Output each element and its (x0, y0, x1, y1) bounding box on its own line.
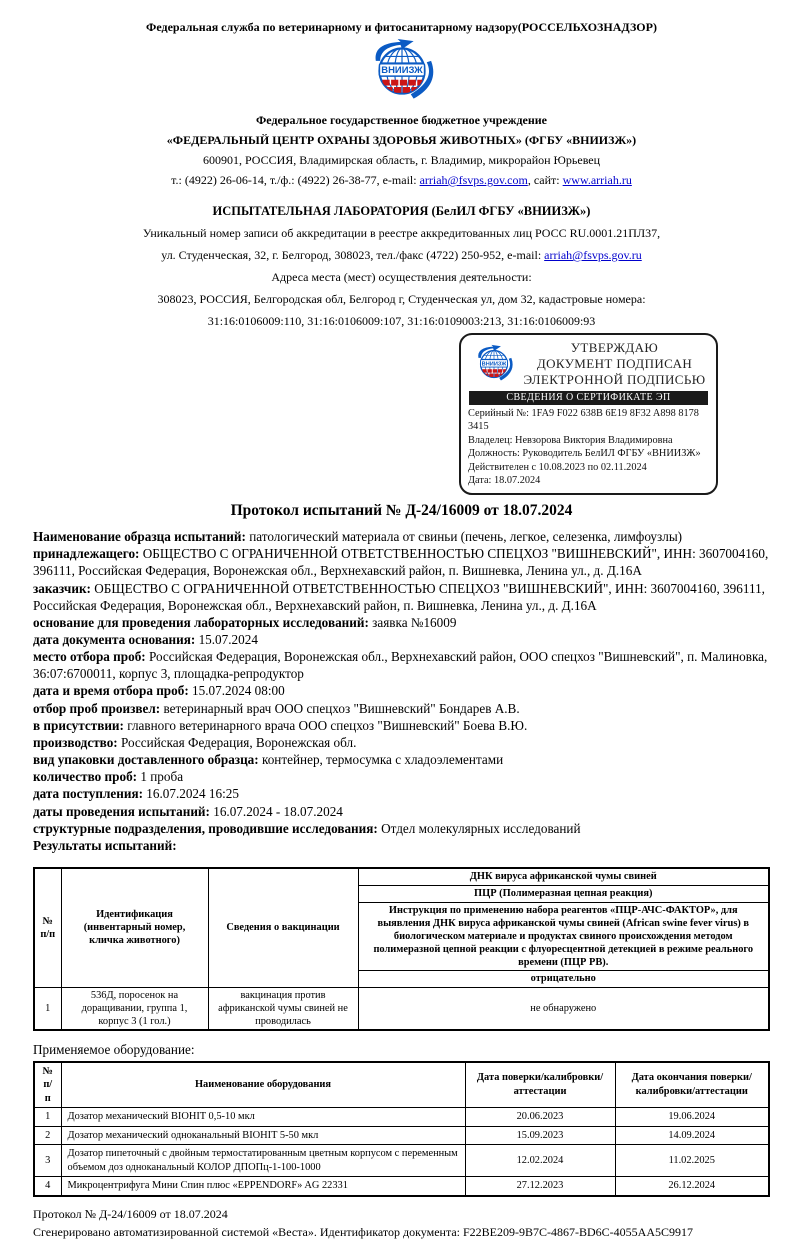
equipment-header-name: Наименование оборудования (61, 1062, 465, 1108)
results-header-vaccination: Сведения о вакцинации (208, 868, 358, 987)
results-header-num: № п/п (34, 868, 61, 987)
email-link-belgorod[interactable]: arriah@fsvps.gov.ru (544, 248, 642, 262)
field-in-presence: в присутствии: главного ветеринарного врача ООО спецхоз "Вишневский" Боева В.Ю. (33, 717, 528, 733)
field-sampling-datetime: дата и время отбора проб: 15.07.2024 08:00 (33, 683, 285, 699)
results-method: ПЦР (Полимеразная цепная реакция) (358, 885, 769, 902)
stamp-top (468, 340, 709, 388)
contacts-mid: , сайт: (527, 173, 563, 187)
lab-address-prefix: ул. Студенческая, 32, г. Белгород, 308023, тел./факс (4722) 250-952, e-mail: (161, 248, 545, 262)
esignature-stamp (459, 333, 718, 495)
equipment-header-row (34, 1062, 769, 1108)
results-table (33, 867, 770, 1031)
equipment-row: 1 Дозатор механический BIOHIT 0,5-10 мкл 20.06.2023 19.06.2024 (34, 1108, 769, 1127)
agency-name: Федеральная служба по ветеринарному и фитосанитарному надзору(РОССЕЛЬХОЗНАДЗОР) (146, 20, 657, 34)
stamp-approve: УТВЕРЖДАЮ (570, 340, 659, 355)
stamp-signed-line1: ДОКУМЕНТ ПОДПИСАН (536, 355, 693, 371)
results-row-identification: 536Д, поросенок на доращивании, группа 1, корпус 3 (1 гол.) (61, 987, 208, 1030)
stamp-logo-label: ВНИИЗЖ (481, 361, 507, 368)
equipment-header-cal-end-date: Дата окончания поверки/калибровки/аттестации (615, 1062, 769, 1108)
vniizh-logo-icon (356, 39, 448, 108)
equipment-table (33, 1061, 770, 1197)
activity-heading: Адреса места (мест) осуществления деятельности: (271, 270, 532, 284)
field-production: производство: Российская Федерация, Воронежская обл. (33, 734, 357, 750)
field-sampling-place: место отбора проб: Российская Федерация, Воронежская обл., Верхнехавский район, ООО спецхоз "Вишневский", п. Малиновка, 36:07:6700011, корпус 3, площадка-репродуктор (33, 649, 768, 682)
field-packaging: вид упаковки доставленного образца: контейнер, термосумка с хладоэлементами (33, 752, 504, 768)
results-row-result: не обнаружено (358, 987, 769, 1030)
document-footer (33, 1205, 770, 1242)
results-row-vaccination: вакцинация против африканской чумы свиней не проводилась (208, 987, 358, 1030)
field-results-heading: Результаты испытаний: (33, 837, 177, 853)
cadastral-numbers: 31:16:0106009:110, 31:16:0106009:107, 31:16:0109003:213, 31:16:0106009:93 (207, 314, 596, 328)
results-method-doc: Инструкция по применению набора реагентов «ПЦР-АЧС-ФАКТОР», для выявления ДНК вируса африканской чумы свиней (African swine fever virus) в биологическом материале и продуктах свиного происхождения методом полимеразной цепной реакции с флуоресцентной детекцией в режиме реального времени (ПЦР РВ). (358, 902, 769, 970)
results-test-name: ДНК вируса африканской чумы свиней (358, 868, 769, 885)
field-receipt-date: дата поступления: 16.07.2024 16:25 (33, 786, 239, 802)
accreditation-number: Уникальный номер записи об аккредитации в реестре аккредитованных лиц РОСС RU.0001.21ПЛ37, (142, 226, 661, 240)
footer-generated-by: Сгенерировано автоматизированной системой «Веста». Идентификатор документа: F22BE209-9B7C-4867-BD6C-4055AA5C9917 (33, 1225, 693, 1240)
stamp-vniizh-logo-icon (468, 344, 520, 384)
equipment-row: 3 Дозатор пипеточный с двойным термостатированным цветным корпусом с переменным объемом доз одноканальный КОЛОР ДПОПц-1-100-1000 12.02.2024 11.02.2025 (34, 1145, 769, 1177)
org-contacts (33, 173, 770, 188)
field-owner: принадлежащего: ОБЩЕСТВО С ОГРАНИЧЕННОЙ ОТВЕТСТВЕННОСТЬЮ СПЕЦХОЗ "ВИШНЕВСКИЙ", ИНН: 3607004160, 396111, Российская Федерация, Воронежская обл., Верхнехавский район, п. Вишневка, Ленина ул., д. Д.16А (33, 546, 769, 579)
activity-address: 308023, РОССИЯ, Белгородская обл, Белгород г, Студенческая ул, дом 32, кадастровые номера: (157, 292, 646, 306)
results-row-num: 1 (34, 987, 61, 1030)
protocol-fields (33, 528, 770, 854)
equipment-row: 2 Дозатор механический одноканальный BIOHIT 5-50 мкл 15.09.2023 14.09.2024 (34, 1126, 769, 1145)
stamp-date: Дата: 18.07.2024 (468, 475, 541, 487)
equipment-header-cal-date: Дата поверки/калибровки/аттестации (465, 1062, 615, 1108)
stamp-certificate-bar: СВЕДЕНИЯ О СЕРТИФИКАТЕ ЭП (469, 391, 708, 405)
stamp-certificate-info (468, 407, 709, 488)
results-row (34, 987, 769, 1030)
field-customer: заказчик: ОБЩЕСТВО С ОГРАНИЧЕННОЙ ОТВЕТСТВЕННОСТЬЮ СПЕЦХОЗ "ВИШНЕВСКИЙ", ИНН: 3607004160, 396111, Российская Федерация, Воронежская обл., Верхнехавский район, п. Вишневка, Ленина ул., д. Д.16А (33, 580, 765, 613)
email-link-vladimir[interactable]: arriah@fsvps.gov.com (419, 173, 528, 187)
logo-label: ВНИИЗЖ (380, 65, 423, 77)
field-test-dates: даты проведения испытаний: 16.07.2024 - 18.07.2024 (33, 803, 343, 819)
field-sample-count: количество проб: 1 проба (33, 769, 184, 785)
org-type: Федеральное государственное бюджетное учреждение (255, 113, 548, 127)
document-header (33, 20, 770, 329)
field-sample-name: Наименование образца испытаний: патологический материала от свиньи (печень, легкое, селезенка, лимфоузлы) (33, 529, 683, 545)
stamp-serial: Серийный №: 1FA9 F022 638B 6E19 8F32 A898 8178 3415 (468, 407, 699, 433)
results-norm: отрицательно (358, 970, 769, 987)
equipment-header-num: № п/п (34, 1062, 61, 1108)
field-basis: основание для проведения лабораторных исследований: заявка №16009 (33, 614, 457, 630)
org-address: 600901, РОССИЯ, Владимирская область, г. Владимир, микрорайон Юрьевец (202, 153, 601, 167)
site-link[interactable]: www.arriah.ru (562, 173, 632, 187)
stamp-validity: Действителен с 10.08.2023 по 02.11.2024 (468, 461, 647, 473)
equipment-row: 4 Микроцентрифуга Мини Спин плюс «EPPENDORF» AG 22331 27.12.2023 26.12.2024 (34, 1177, 769, 1196)
lab-name: ИСПЫТАТЕЛЬНАЯ ЛАБОРАТОРИЯ (БелИЛ ФГБУ «ВНИИЗЖ») (212, 204, 591, 218)
stamp-owner: Владелец: Невзорова Виктория Владимировна (468, 434, 673, 446)
field-basis-date: дата документа основания: 15.07.2024 (33, 631, 258, 647)
results-header-identification: Идентификация (инвентарный номер, кличка животного) (61, 868, 208, 987)
field-sampled-by: отбор проб произвел: ветеринарный врач ООО спецхоз "Вишневский" Бондарев А.В. (33, 700, 520, 716)
stamp-signed-line2: ЭЛЕКТРОННОЙ ПОДПИСЬЮ (523, 371, 706, 387)
org-name: «ФЕДЕРАЛЬНЫЙ ЦЕНТР ОХРАНЫ ЗДОРОВЬЯ ЖИВОТНЫХ» (ФГБУ «ВНИИЗЖ») (166, 133, 637, 147)
lab-contacts (33, 248, 770, 263)
contacts-prefix: т.: (4922) 26-06-14, т./ф.: (4922) 26-38-77, e-mail: (171, 173, 420, 187)
stamp-heading (520, 340, 709, 388)
stamp-position: Должность: Руководитель БелИЛ ФГБУ «ВНИИЗЖ» (468, 448, 701, 460)
equipment-heading: Применяемое оборудование: (33, 1041, 195, 1057)
footer-protocol-ref: Протокол № Д-24/16009 от 18.07.2024 (33, 1206, 228, 1221)
field-departments: структурные подразделения, проводившие исследования: Отдел молекулярных исследований (33, 820, 581, 836)
protocol-title: Протокол испытаний № Д-24/16009 от 18.07.2024 (230, 502, 573, 520)
